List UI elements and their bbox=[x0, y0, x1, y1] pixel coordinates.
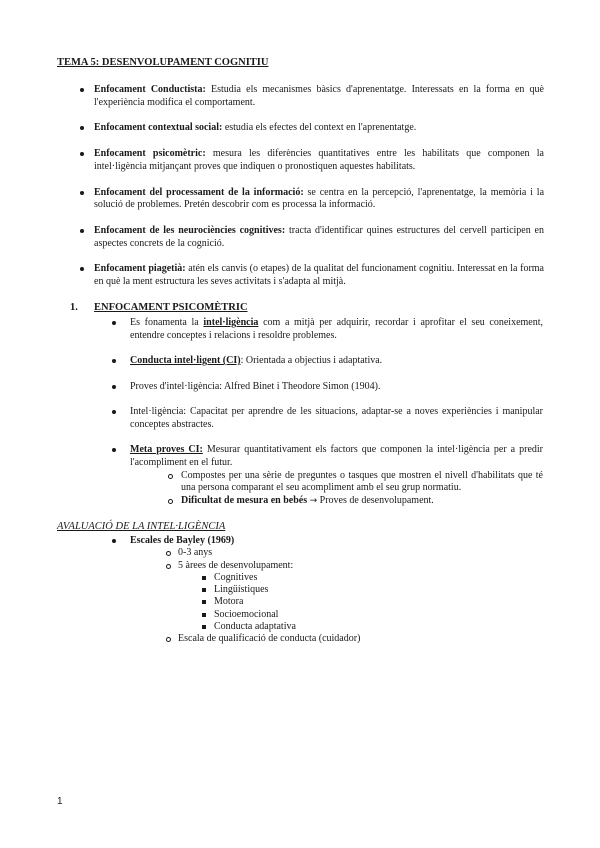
item-text: Intel·ligència: Capacitat per aprendre de les situacions, adaptar-se a noves experiències i manipular conceptes abstractes. bbox=[130, 406, 543, 430]
item-text: com a mitjà per adquirir, recordar i aprofitar el seu coneixement, entendre conceptes i relacions i resoldre problemes. bbox=[130, 317, 544, 341]
item-term: Dificultat de mesura en bebés bbox=[181, 494, 308, 506]
item-text: Es fonamenta la bbox=[130, 317, 204, 328]
item-term: Enfocament contextual social: bbox=[94, 122, 223, 134]
list-item bbox=[80, 84, 544, 109]
item-text: atén els canvis (o etapes) de la qualitat del funcionament cognitiu. Interessat en la forma en què la ment estructura les seves activitats i s'adapta al mitjà. bbox=[94, 263, 544, 287]
item-text: Escala de qualificació de conducta (cuidador) bbox=[178, 633, 361, 645]
assessment-list bbox=[112, 535, 512, 646]
sub-list-item bbox=[166, 633, 512, 645]
item-text: Proves d'intel·ligència: Alfred Binet i Theodore Simon (1904). bbox=[130, 380, 381, 392]
section-number: 1. bbox=[70, 302, 78, 313]
section-title: ENFOCAMENT PSICOMÈTRIC bbox=[94, 302, 248, 313]
list-item bbox=[80, 187, 544, 212]
area-item: Socioemocional bbox=[202, 609, 512, 621]
list-item bbox=[80, 148, 544, 173]
area-item: Conducta adaptativa bbox=[202, 621, 512, 633]
list-item bbox=[80, 225, 544, 250]
sub-list-item bbox=[166, 547, 512, 559]
item-text: : Orientada a objectius i adaptativa. bbox=[240, 355, 383, 366]
list-item bbox=[112, 317, 543, 342]
item-text: Compostes per una sèrie de preguntes o tasques que mostren el nivell d'habilitats que té una persona comparant el seu acompliment amb el seu grup normatiu. bbox=[181, 470, 543, 494]
sub-list bbox=[166, 547, 512, 645]
sub-list-item bbox=[166, 560, 512, 634]
list-item bbox=[112, 444, 543, 507]
sub-sub-list bbox=[202, 572, 512, 633]
arrow-icon: → bbox=[309, 495, 318, 506]
list-item bbox=[112, 355, 543, 368]
list-item bbox=[112, 381, 543, 394]
item-text: Proves de desenvolupament. bbox=[317, 494, 434, 506]
page-title: TEMA 5: DESENVOLUPAMENT COGNITIU bbox=[57, 57, 269, 68]
area-item: Cognitives bbox=[202, 572, 512, 584]
item-text: 5 àrees de desenvolupament: bbox=[178, 559, 294, 571]
item-text: Mesurar quantitativament els factors que componen la intel·ligència per a predir l'acompliment en el futur. bbox=[130, 444, 543, 468]
section-list bbox=[112, 317, 543, 507]
item-text: estudia els efectes del context en l'aprenentatge. bbox=[222, 122, 417, 134]
area-item: Motora bbox=[202, 596, 512, 608]
sub-list bbox=[168, 470, 543, 507]
item-text: se centra en la percepció, l'aprenentatge, la memòria i la solució de problemes. Pretén descobrir com es processa la informació. bbox=[94, 186, 545, 211]
item-term: Enfocament psicomètric: bbox=[94, 148, 206, 160]
area-item: Lingüístiques bbox=[202, 584, 512, 596]
item-term: Enfocament piagetià: bbox=[94, 263, 186, 275]
item-term: Enfocament de les neurociències cognitives: bbox=[94, 225, 286, 237]
item-text: 0-3 anys bbox=[178, 547, 213, 559]
sub-list-item bbox=[168, 470, 543, 495]
section-heading bbox=[70, 302, 248, 313]
sub-list-item bbox=[168, 495, 543, 507]
list-item bbox=[80, 263, 544, 288]
item-term: Enfocament Conductista: bbox=[94, 84, 206, 95]
page-number: 1 bbox=[57, 796, 63, 807]
subsection-heading: AVALUACIÓ DE LA INTEL·LIGÈNCIA bbox=[57, 521, 226, 532]
item-text: Estudia els mecanismes bàsics d'aprenentatge. Interessats en la forma en què l'experiència modifica el comportament. bbox=[94, 84, 544, 108]
item-term: Meta proves CI: bbox=[130, 444, 203, 455]
list-item bbox=[112, 535, 512, 646]
item-text: tracta d'identificar quines estructures del cervell participen en aspectes concrets de la cognició. bbox=[94, 225, 545, 249]
intro-list bbox=[80, 84, 544, 302]
list-item bbox=[112, 406, 543, 431]
list-item bbox=[80, 122, 544, 135]
item-term: Conducta intel·ligent (CI) bbox=[130, 355, 241, 366]
item-term: Escales de Bayley (1969) bbox=[130, 535, 235, 546]
item-text: mesura les diferències quantitatives entre les habilitats que componen la intel·ligència mitjançant proves que indiquen o pronostiquen aquestes habilitats. bbox=[94, 148, 544, 172]
item-term: intel·ligència bbox=[203, 317, 259, 328]
item-term: Enfocament del processament de la informació: bbox=[94, 186, 304, 198]
